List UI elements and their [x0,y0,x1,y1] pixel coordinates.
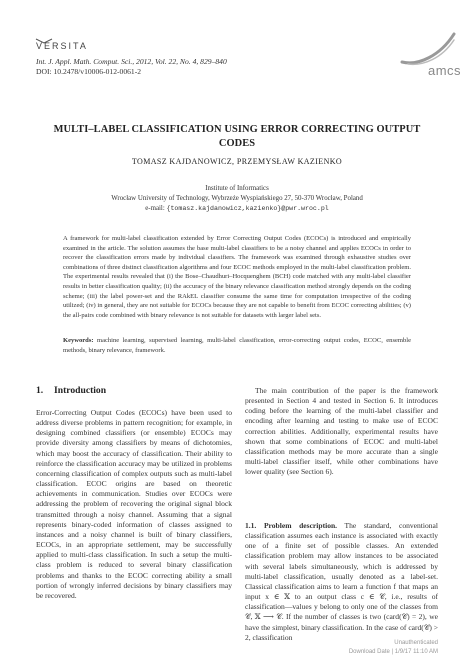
section-heading [36,385,106,396]
section-number: 1. [36,385,44,396]
footer-auth-status: Unauthenticated [394,640,438,646]
abstract: A framework for multi-label classification extended by Error Correcting Output Codes (ECOCs) is introduced and empirically examined in the article. The solution assumes the base multi-label classifiers to be a noisy channel and applies ECOCs in order to recover the classification errors made by individual classifiers. The framework was examined through exhaustive studies over combinations of three distinct classification algorithms and four ECOC methods employed in the multi-label classification problem. The experimental results revealed that (i) the Bose–Chaudhuri–Hocquenghem (BCH) code matched with any multi-label classifier results in better classification quality; (ii) the accuracy of the binary relevance classification method strongly depends on the coding scheme; (iii) the label power-set and the RAkEL classifier consume the same time for computation irrespective of the coding utilized; (iv) in general, they are not suitable for ECOCs because they are not capable to benefit from ECOC correcting abilities; (v) the all-pairs code combined with binary relevance is not suitable for datasets with larger label sets. [63,235,411,319]
subsection-heading: 1.1. Problem description. [245,521,338,530]
paper-authors: TOMASZ KAJDANOWICZ, PRZEMYSŁAW KAZIENKO [131,157,343,166]
right-column-paragraph-2 [245,521,438,643]
affiliation-institute: Institute of Informatics [205,185,269,192]
paper-title: MULTI–LABEL CLASSIFICATION USING ERROR CORRECTING OUTPUT CODES [53,124,421,149]
keywords-label: Keywords: [63,337,94,344]
journal-logo-text: amcs [428,63,462,78]
affiliation-university: Wrocław University of Technology, Wybrzeże Wyspiańskiego 27, 50-370 Wrocław, Poland [111,195,363,202]
email-address[interactable]: {tomasz.kajdanowicz,kazienko}@pwr.wroc.pl [166,205,329,212]
right-column-paragraph-1: The main contribution of the paper is the framework presented in Section 4 and tested in Section 6. It introduces coding before the learning of the multi-label classifier and encoding after learning and testing to make use of ECOC correction abilities. Additionally, experimental results have shown that some combinations of ECOC and multi-label classification methods may be more accurate than a single multi-label classifier itself, while other combinations have lower quality (see Section 6). [245,386,438,477]
footer-download-date: Download Date | 1/9/17 11:10 AM [348,649,438,655]
doi: DOI: 10.2478/v10006-012-0061-2 [36,67,142,76]
journal-citation: Int. J. Appl. Math. Comput. Sci., 2012, Vol. 22, No. 4, 829–840 [36,57,227,66]
keywords-text: machine learning, supervised learning, multi-label classification, error-correcting output codes, ECOC, ensemble methods, binary relevance, framework. [63,337,411,354]
keywords [63,336,411,355]
author-email [40,205,434,212]
left-column-paragraph: Error-Correcting Output Codes (ECOCs) have been used to address diverse problems in pattern recognition; for example, in designing combined classifiers (or ensemble) ECOCs may provide diversity among classifiers by means of dichotomies, which may boost the accuracy of classification. Their ability to reinforce the classification accuracy may be utilized in problems concerning classification of complex outputs such as multi-label classification. ECOC origins are based on theoretic achievements in communication. Studies over ECOCs were addressing the problem of recovering the original signal block transmitted through a noisy channel. Assuming that a signal represents binary-coded information of classes assigned to instances and a noisy channel is built of binary classifiers, ECOCs, in an appropriate settlement, may be successfully applied to multi-class classification. In such a setup the multi-class problem is reduced to several binary classification problems and thanks to the ECOC correcting ability a small portion of wrongly inferred decisions by binary classifiers may be recovered. [36,408,232,600]
publisher-name: VERSITA [36,41,88,51]
email-label: e-mail: [145,205,165,212]
section-title: Introduction [54,385,107,396]
subsection-text: The standard, conventional classification assumes each instance is associated with exactly one of a finite set of possible classes. An extended classification problem may allow instances to be associated with several labels simultaneously, which is addressed by multi-label classification, usually denoted as a label-set. Classical classification aims to learn a function f that maps an input x ∈ 𝕏 to an output class c ∈ 𝒞, i.e., results of classification—values y belong to only one of the classes from 𝒞, 𝕏 ⟶ 𝒞. If the number of classes is two (card(𝒞) = 2), we have the simplest, binary classification. In the case of card(𝒞) > 2, classification [245,521,438,642]
